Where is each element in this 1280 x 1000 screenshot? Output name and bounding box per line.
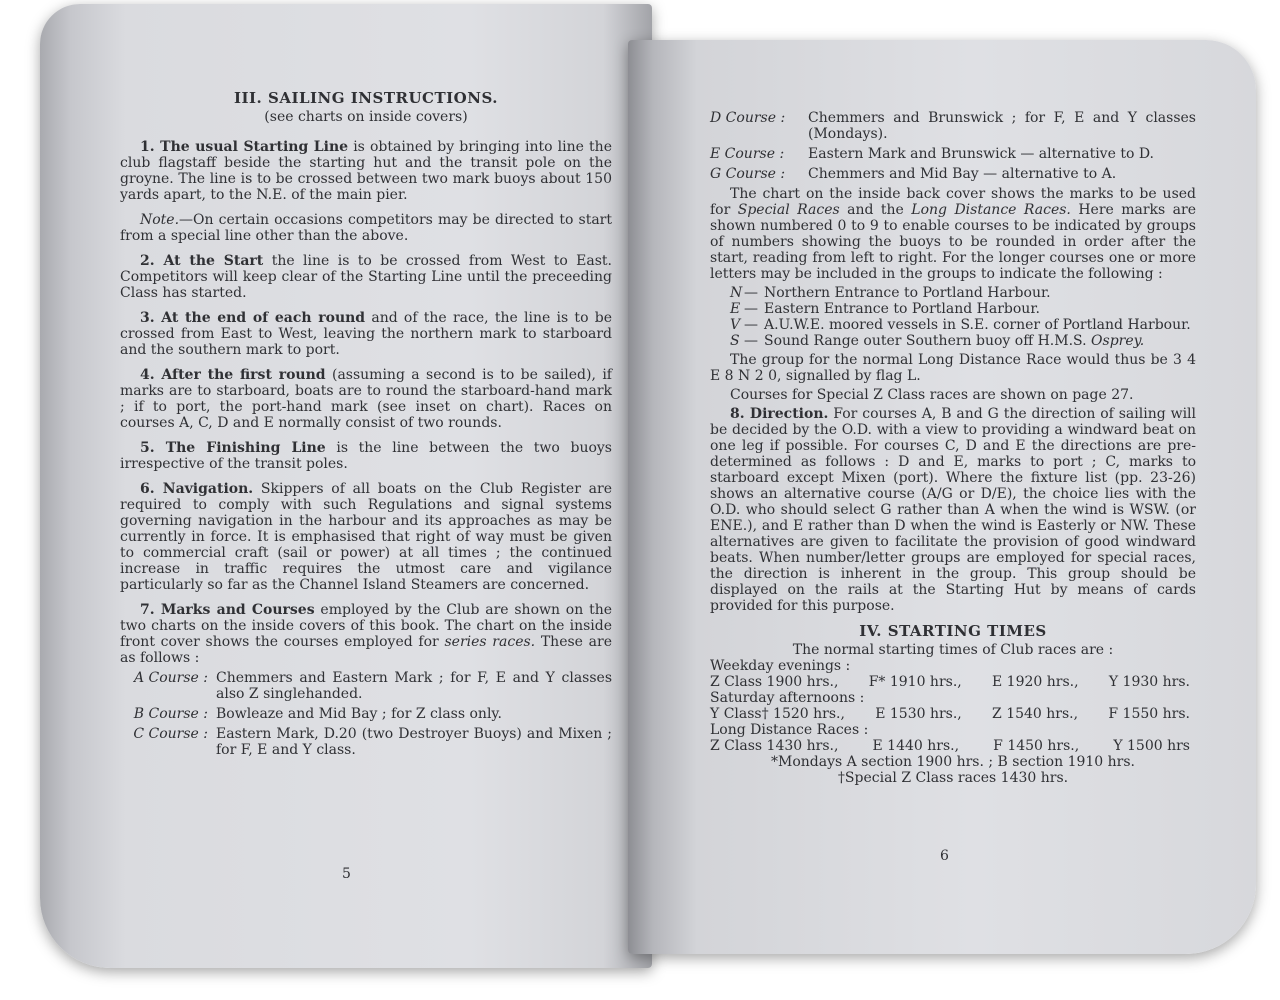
note-label: Note. <box>140 212 180 228</box>
paragraph-heading: 6. Navigation. <box>140 481 254 497</box>
page-number: 6 <box>940 848 949 864</box>
paragraph-text: is obtained by bringing into line the club flagstaff beside the starting hut and the transit pole on the groyne. The line is to be crossed between two mark buoys about 150 yards apart, to the N.E. of the main pier. <box>120 139 612 203</box>
paragraph-end-of-round <box>120 310 612 358</box>
paragraph-italic: Special Races <box>737 202 840 218</box>
paragraph-note <box>120 212 612 244</box>
paragraph-finishing-line <box>120 440 612 472</box>
course-description: Chemmers and Mid Bay — alternative to A. <box>808 166 1117 182</box>
course-entry <box>120 726 612 758</box>
page-number: 5 <box>342 866 351 882</box>
time-entry: E 1440 hrs., <box>872 738 960 754</box>
time-entry: Y 1930 hrs. <box>1108 674 1190 690</box>
paragraph-text: and the <box>839 202 912 218</box>
paragraph-text: employed by the Club are shown on the two charts on the inside covers of this book. The chart on the inside front cover shows the courses employed for <box>120 602 612 650</box>
mark-entry: S — Sound Range outer Southern buoy off H.M.S. Osprey. <box>730 333 1196 349</box>
course-description: Chemmers and Eastern Mark ; for F, E and Y classes also Z singlehanded. <box>216 670 612 702</box>
course-description: Eastern Mark, D.20 (two Destroyer Buoys) and Mixen ; for F, E and Y class. <box>216 726 612 758</box>
section-subtitle: (see charts on inside covers) <box>264 109 468 125</box>
course-label: E Course : <box>710 146 785 162</box>
mark-letter: S <box>730 333 740 349</box>
mark-description <box>764 333 1196 349</box>
left-page <box>40 4 652 968</box>
right-page <box>628 40 1256 954</box>
paragraph-text: —On certain occasions competitors may be directed to start from a special line other than the above. <box>120 212 612 244</box>
course-entry <box>710 166 1196 182</box>
course-label: B Course : <box>133 706 208 722</box>
paragraph-marks-and-courses <box>120 602 612 666</box>
mark-entry: E — Eastern Entrance to Portland Harbour. <box>730 301 1196 317</box>
mark-entry: N — Northern Entrance to Portland Harbour. <box>730 285 1196 301</box>
starting-times-intro: The normal starting times of Club races are : <box>792 642 1114 658</box>
paragraph-heading: 7. Marks and Courses <box>140 602 315 618</box>
paragraph-starting-line <box>120 139 612 203</box>
weekday-label: Weekday evenings : <box>710 658 851 674</box>
section-heading-starting-times: IV. STARTING TIMES <box>859 622 1047 640</box>
paragraph-italic: series races. <box>444 634 536 650</box>
paragraph-direction <box>710 406 1196 614</box>
course-entry <box>120 706 612 722</box>
time-entry: Z Class 1900 hrs., <box>710 674 839 690</box>
course-entry <box>710 110 1196 142</box>
paragraph-text: and of the race, the line is to be crossed from East to West, leaving the northern mark to starboard and the southern mark to port. <box>120 310 612 358</box>
paragraph-text: These are as follows : <box>120 634 613 666</box>
mark-description: A.U.W.E. moored vessels in S.E. corner of Portland Harbour. <box>764 317 1191 333</box>
course-description: Eastern Mark and Brunswick — alternative to D. <box>808 146 1155 162</box>
course-description: Bowleaze and Mid Bay ; for Z class only. <box>216 706 502 722</box>
paragraph-special-races-chart <box>710 186 1196 282</box>
paragraph-after-first-round <box>120 367 612 431</box>
time-entry: F* 1910 hrs., <box>868 674 962 690</box>
time-entry: E 1530 hrs., <box>875 706 962 722</box>
course-entry <box>120 670 612 702</box>
paragraph-heading: 1. The usual Starting Line <box>140 139 349 155</box>
course-label: G Course : <box>710 166 786 182</box>
mark-description: Eastern Entrance to Portland Harbour. <box>764 301 1040 317</box>
course-label: C Course : <box>133 726 208 742</box>
saturday-label: Saturday afternoons : <box>710 690 865 706</box>
paragraph-heading: 4. After the first round <box>140 367 326 383</box>
long-distance-label: Long Distance Races : <box>710 722 869 738</box>
paragraph-heading: 8. Direction. <box>730 406 829 422</box>
paragraph-heading: 2. At the Start <box>140 253 264 269</box>
paragraph-text: (assuming a second is to be sailed), if marks are to starboard, boats are to round the starboard-hand mark ; if to port, the port-hand mark (see inset on chart). Races on courses A, C, D and E normally consist of two rounds. <box>120 367 612 431</box>
time-entry: Z 1540 hrs., <box>992 706 1079 722</box>
time-entry: Y 1500 hrs <box>1113 738 1190 754</box>
paragraph-text: For courses A, B and G the direction of sailing will be decided by the O.D. with a view to providing a windward beat on one leg if possible. For courses C, D and E the directions are pre-determined as follows : D and E, marks to port ; C, marks to starboard except Mixen (port). Where the fixture list (pp. 23-26) shows an alternative course (A/G or D/E), the choice lies with the O.D. who should select G rather than A when the wind is WSW. (or ENE.), and E rather than D when the wind is Easterly or NW. These alternatives are given to facilitate the provision of good windward beats. When number/letter groups are employed for special races, the direction is inherent in the group. This group should be displayed on the rails at the Starting Hut by means of cards provided for this purpose. <box>710 406 1197 614</box>
mark-text: Sound Range outer Southern buoy off H.M.S. <box>764 333 1092 349</box>
time-entry: F 1450 hrs., <box>993 738 1080 754</box>
mark-description: Northern Entrance to Portland Harbour. <box>764 285 1051 301</box>
time-entry: E 1920 hrs., <box>992 674 1079 690</box>
footnote-mondays: *Mondays A section 1900 hrs. ; B section 1910 hrs. <box>770 754 1135 770</box>
saturday-times-row <box>710 706 1196 722</box>
paragraph-navigation <box>120 481 612 593</box>
paragraph-heading: 5. The Finishing Line <box>140 440 326 456</box>
paragraph-heading: 3. At the end of each round <box>140 310 366 326</box>
paragraph-at-the-start <box>120 253 612 301</box>
course-description: Chemmers and Brunswick ; for F, E and Y classes (Mondays). <box>808 110 1196 142</box>
time-entry: Y Class† 1520 hrs., <box>710 706 845 722</box>
mark-letter: V <box>730 317 741 333</box>
course-label: A Course : <box>133 670 208 686</box>
paragraph-text: is the line between the two buoys irrespective of the transit poles. <box>120 440 612 472</box>
paragraph-group-example: The group for the normal Long Distance Race would thus be 3 4 E 8 N 2 0, signalled by flag L. <box>710 352 1196 384</box>
course-entry <box>710 146 1196 162</box>
mark-italic: Osprey. <box>1091 333 1145 349</box>
mark-letter: N <box>730 285 743 301</box>
paragraph-text: Skippers of all boats on the Club Register are required to comply with such Regulations and signal systems governing navigation in the harbour and its approaches as may be currently in force. It is emphasised that right of way must be given to commercial craft (sail or power) at all times ; the continued increase in traffic requires the utmost care and vigilance particularly so far as the Channel Island Steamers are concerned. <box>120 481 612 593</box>
mark-letter: E <box>730 301 741 317</box>
paragraph-italic: Long Distance Races. <box>911 202 1071 218</box>
course-label: D Course : <box>710 110 786 126</box>
paragraph-text: The chart on the inside back cover shows the marks to be used for <box>710 186 1196 218</box>
long-distance-times-row <box>710 738 1196 754</box>
weekday-times-row <box>710 674 1196 690</box>
time-entry: F 1550 hrs. <box>1108 706 1190 722</box>
mark-entry: V — A.U.W.E. moored vessels in S.E. corner of Portland Harbour. <box>730 317 1196 333</box>
footnote-special-z: †Special Z Class races 1430 hrs. <box>837 770 1069 786</box>
section-title: III. SAILING INSTRUCTIONS. <box>234 89 498 107</box>
time-entry: Z Class 1430 hrs., <box>710 738 839 754</box>
paragraph-special-z-class: Courses for Special Z Class races are shown on page 27. <box>730 387 1134 403</box>
paragraph-text: the line is to be crossed from West to East. Competitors will keep clear of the Starting Line until the preceeding Class has started. <box>120 253 612 301</box>
paragraph-text: Here marks are shown numbered 0 to 9 to enable courses to be indicated by groups of numbers showing the buoys to be rounded in order after the start, reading from left to right. For the longer courses one or more letters may be included in the groups to indicate the following : <box>710 202 1196 282</box>
